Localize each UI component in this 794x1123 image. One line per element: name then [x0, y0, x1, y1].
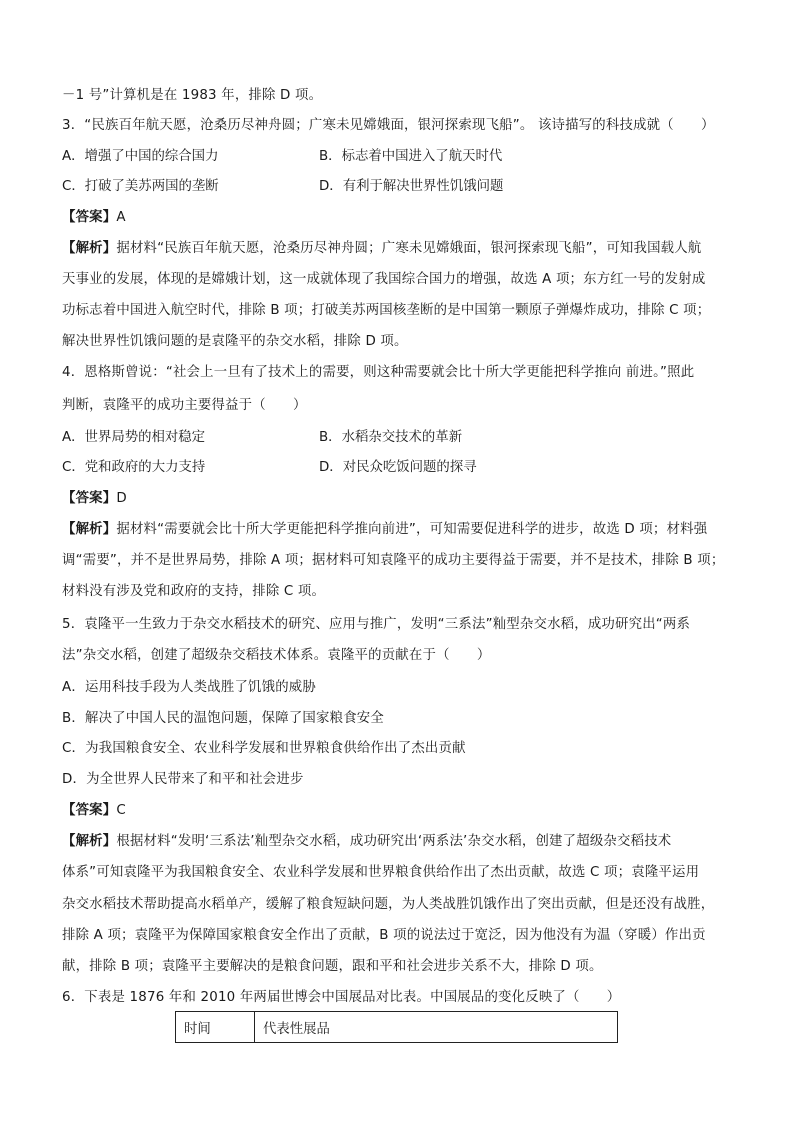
- q3-option-d: D．有利于解决世界性饥饿问题: [319, 179, 504, 194]
- question-3-stem: 3．“民族百年航天愿，沧桑历尽神舟圆；广寒未见嫦娥面，银河探索现飞船”。 该诗描写的科技成就（ ）: [62, 118, 715, 133]
- q5-explanation-line: 体系”可知袁隆平为我国粮食安全、农业科学发展和世界粮食供给作出了杰出贡献，故选 C 项；袁隆平运用: [62, 865, 700, 880]
- q4-option-b: B．水稻杂交技术的革新: [319, 430, 463, 445]
- q4-option-d: D．对民众吃饭问题的探寻: [319, 460, 477, 475]
- table-header-row: [176, 1012, 618, 1043]
- question-4-stem: 判断，袁隆平的成功主要得益于（ ）: [62, 398, 307, 413]
- q5-answer: [62, 802, 126, 820]
- q4-answer: [62, 490, 127, 508]
- q4-explanation-line: [62, 521, 707, 539]
- q4-option-c: C．党和政府的大力支持: [62, 460, 206, 475]
- q3-option-a: A．增强了中国的综合国力: [62, 149, 219, 164]
- explanation-text: 据材料“民族百年航天愿，沧桑历尽神舟圆；广寒未见嫦娥面，银河探索现飞船”，可知我国载人航: [116, 241, 702, 256]
- q3-explanation-line: 天事业的发展，体现的是嫦娥计划，这一成就体现了我国综合国力的增强，故选 A 项；东方红一号的发射成: [62, 272, 706, 287]
- question-5-stem: 法”杂交水稻，创建了超级杂交稻技术体系。袁隆平的贡献在于（ ）: [62, 648, 491, 663]
- answer-tag: 【答案】: [62, 210, 117, 225]
- q5-option-a: A．运用科技手段为人类战胜了饥饿的威胁: [62, 680, 316, 695]
- explanation-tag: 【解析】: [62, 834, 117, 849]
- q5-explanation-line: [62, 833, 671, 851]
- answer-value: C: [116, 803, 126, 818]
- explanation-text: 根据材料“发明‘三系法’籼型杂交水稻，成功研究出‘两系法’杂交水稻，创建了超级杂交稻技术: [116, 834, 672, 849]
- q5-option-c: C．为我国粮食安全、农业科学发展和世界粮食供给作出了杰出贡献: [62, 741, 466, 756]
- explanation-text: 据材料“需要就会比十所大学更能把科学推向前进”，可知需要促进科学的进步，故选 D 项；材料强: [116, 522, 708, 537]
- answer-tag: 【答案】: [62, 803, 117, 818]
- q5-explanation-line: 献，排除 B 项；袁隆平主要解决的是粮食问题，跟和平和社会进步关系不大，排除 D 项。: [62, 959, 603, 974]
- q5-explanation-line: 杂交水稻技术帮助提高水稻单产，缓解了粮食短缺问题，为人类战胜饥饿作出了突出贡献，但是还没有战胜，: [62, 897, 715, 912]
- table-header-time: 时间: [176, 1012, 255, 1043]
- q4-explanation-line: 材料没有涉及党和政府的支持，排除 C 项。: [62, 584, 326, 599]
- explanation-tag: 【解析】: [62, 522, 117, 537]
- q4-option-a: A．世界局势的相对稳定: [62, 430, 206, 445]
- q3-explanation-line: 解决世界性饥饿问题的是袁隆平的杂交水稻，排除 D 项。: [62, 334, 408, 349]
- q3-answer: [62, 209, 126, 227]
- explanation-tag: 【解析】: [62, 241, 117, 256]
- expo-comparison-table: [175, 1011, 618, 1043]
- q5-option-b: B．解决了中国人民的温饱问题，保障了国家粮食安全: [62, 711, 384, 726]
- answer-value: A: [116, 210, 126, 225]
- q3-explanation-line: [62, 240, 701, 258]
- answer-tag: 【答案】: [62, 491, 117, 506]
- question-4-stem: 4．恩格斯曾说：“社会上一旦有了技术上的需要，则这种需要就会比十所大学更能把科学推向 前进。”照此: [62, 365, 695, 380]
- question-5-stem: 5．袁隆平一生致力于杂交水稻技术的研究、应用与推广，发明“三系法”籼型杂交水稻，成功研究出“两系: [62, 617, 691, 632]
- table-header-exhibits: 代表性展品: [255, 1012, 618, 1043]
- question-6-stem: 6．下表是 1876 年和 2010 年两届世博会中国展品对比表。中国展品的变化反映了（ ）: [62, 990, 621, 1005]
- q3-option-b: B．标志着中国进入了航天时代: [319, 149, 503, 164]
- q3-explanation-line: 功标志着中国进入航空时代，排除 B 项；打破美苏两国核垄断的是中国第一颗原子弹爆炸成功，排除 C 项；: [62, 303, 711, 318]
- q4-explanation-line: 调“需要”，并不是世界局势，排除 A 项；据材料可知袁隆平的成功主要得益于需要，并不是技术，排除 B 项；: [62, 553, 725, 568]
- q5-explanation-line: 排除 A 项；袁隆平为保障国家粮食安全作出了贡献，B 项的说法过于宽泛，因为他没有为温（穿暖）作出贡: [62, 928, 706, 943]
- text-line: －1 号”计算机是在 1983 年，排除 D 项。: [62, 88, 323, 103]
- q3-option-c: C．打破了美苏两国的垄断: [62, 179, 219, 194]
- answer-value: D: [116, 491, 127, 506]
- q5-option-d: D．为全世界人民带来了和平和社会进步: [62, 772, 304, 787]
